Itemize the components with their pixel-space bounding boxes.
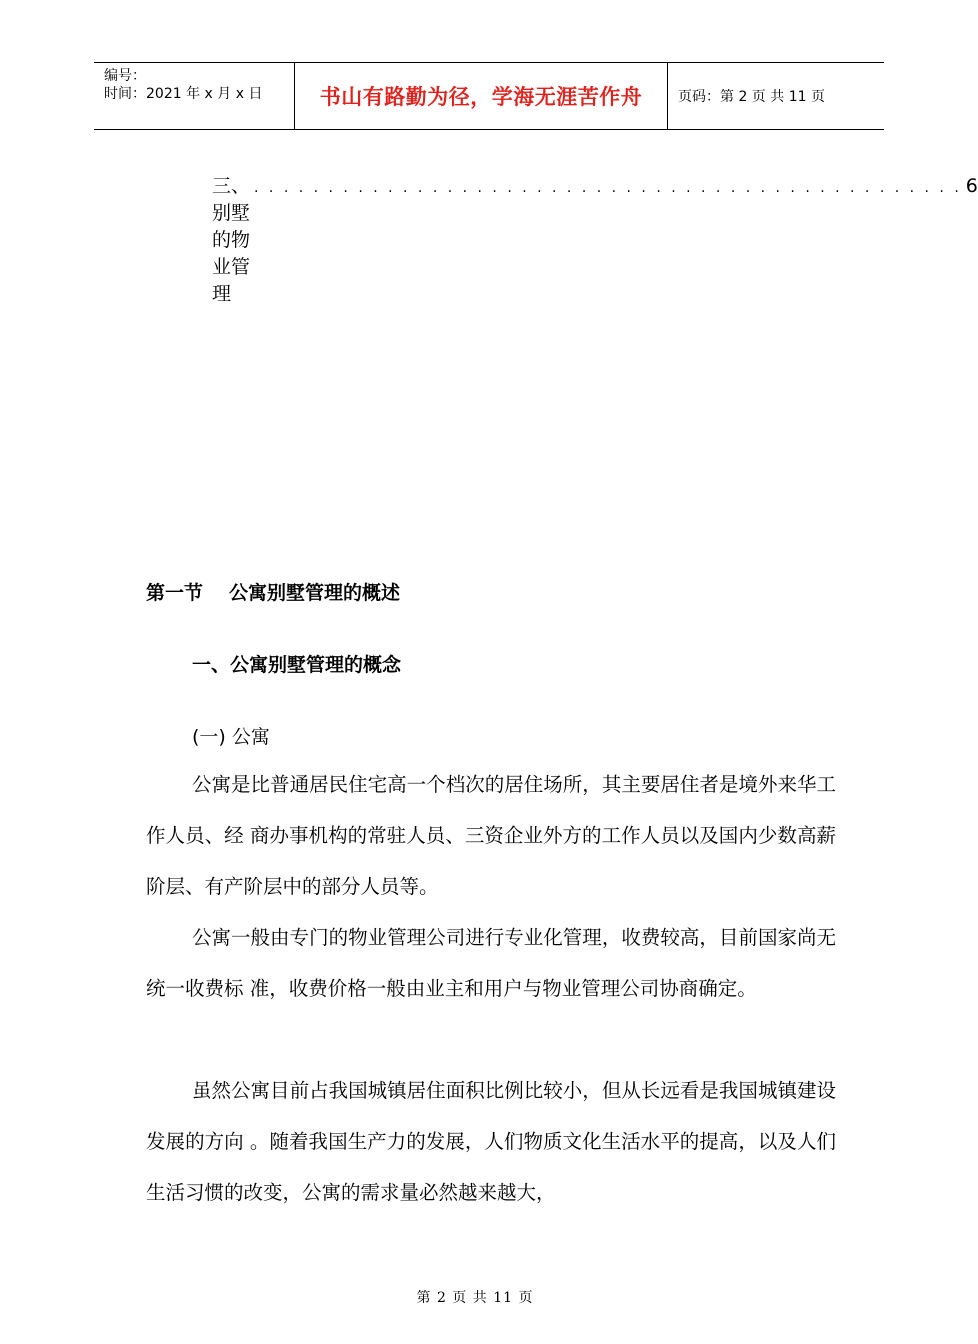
header-meta-cell [94,63,295,129]
paragraph-2: 公寓一般由专门的物业管理公司进行专业化管理，收费较高，目前国家尚无统一收费标 准，收费价格一般由业主和用户与物业管理公司协商确定。 [146,926,836,1000]
section-title [146,578,400,605]
time-label: 时间：2021 年 x 月 x 日 [104,86,263,102]
header-page-label: 页码：第 2 页 共 11 页 [678,89,825,105]
header-motto-cell [295,63,668,129]
toc-entry[interactable] [212,171,978,306]
paragraph-1: 公寓是比普通居民住宅高一个档次的居住场所，其主要居住者是境外来华工作人员、经 商办事机构的常驻人员、三资企业外方的工作人员以及国内少数高薪阶层、有产阶层中的部分人员等。 [146,773,836,898]
toc-entry-title: 三、别墅的物业管理 [212,175,251,305]
page-footer: 第 2 页 共 11 页 [416,1290,534,1306]
serial-label: 编号： [104,68,146,84]
paragraph-3: 虽然公寓目前占我国城镇居住面积比例比较小，但从长远看是我国城镇建设发展的方向 。随着我国生产力的发展，人们物质文化生活水平的提高，以及人们生活习惯的改变，公寓的需求量必然越来越大， [146,1079,836,1204]
toc-entry-page: 6 [965,175,978,197]
page-header [94,62,884,130]
header-page-cell [668,63,884,129]
motto-text: 书山有路勤为径，学海无涯苦作舟 [319,84,643,109]
toc-leader-dots: . . . . . . . . . . . . . . . . . . . . . . . . . . . . . . . . . . . . . . . . . . . . . . . . [254,180,962,196]
subsection-title: 一、公寓别墅管理的概念 [192,654,402,676]
item-title: (一) 公寓 [192,726,270,748]
section-title-prefix: 第一节 [146,582,204,604]
section-title-text: 公寓别墅管理的概述 [229,582,401,604]
